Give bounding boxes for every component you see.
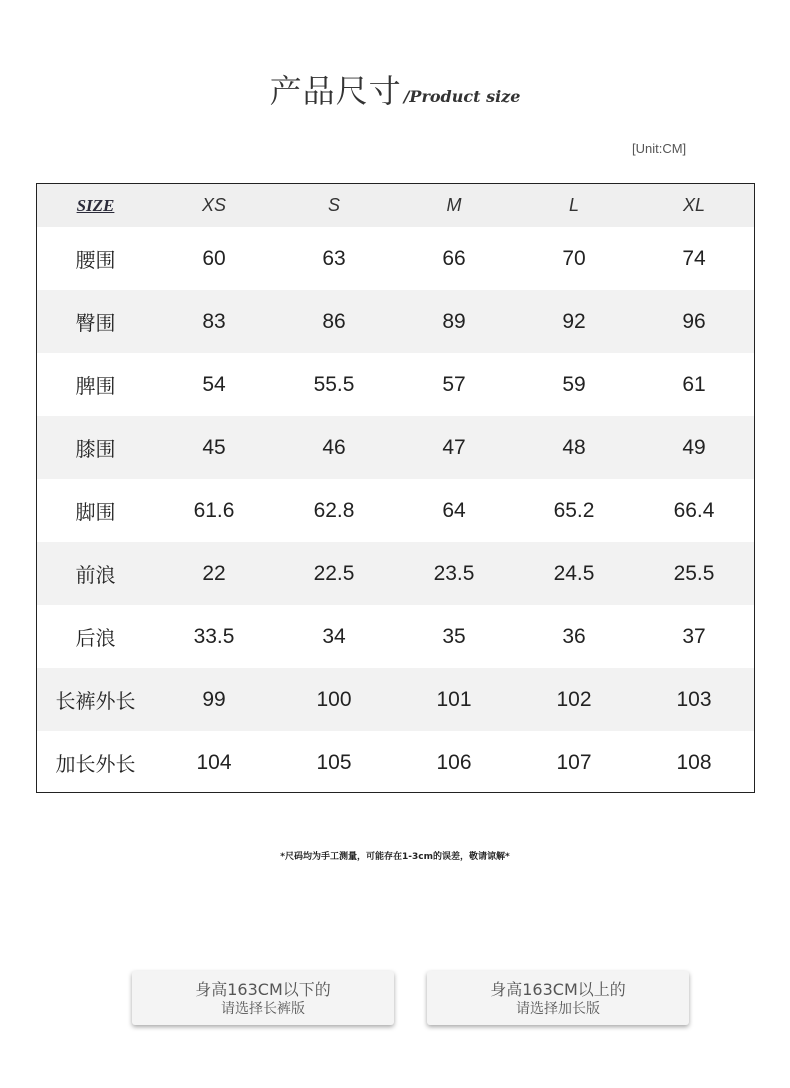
table-cell: 55.5 bbox=[313, 372, 355, 396]
table-cell: 62.8 bbox=[313, 498, 355, 522]
table-cell: 60 bbox=[202, 246, 226, 270]
regular-length-button[interactable] bbox=[132, 971, 394, 1025]
button-line-2: 请选择长裤版 bbox=[221, 1001, 305, 1017]
table-cell: 36 bbox=[562, 624, 586, 648]
row-label: 膝围 bbox=[75, 437, 116, 461]
header-cell-size: SIZE bbox=[76, 195, 115, 215]
table-header-row bbox=[37, 184, 754, 227]
title-chinese: 产品尺寸 bbox=[269, 72, 402, 110]
table-cell: 34 bbox=[322, 624, 346, 648]
table-cell: 66 bbox=[442, 246, 466, 270]
unit-label: [Unit:CM] bbox=[632, 141, 687, 156]
table-cell: 48 bbox=[562, 435, 586, 459]
table-cell: 63 bbox=[322, 246, 346, 270]
table-cell: 49 bbox=[682, 435, 706, 459]
table-cell: 107 bbox=[556, 750, 592, 774]
table-row bbox=[37, 290, 754, 353]
table-cell: 92 bbox=[562, 309, 586, 333]
table-cell: 105 bbox=[316, 750, 352, 774]
table-cell: 104 bbox=[196, 750, 232, 774]
button-line-1: 身高163CM以上的 bbox=[490, 980, 626, 999]
table-cell: 65.2 bbox=[553, 498, 595, 522]
row-label: 脾围 bbox=[75, 374, 116, 398]
table-cell: 70 bbox=[562, 246, 586, 270]
table-cell: 103 bbox=[676, 687, 712, 711]
header-cell-xl: XL bbox=[682, 195, 706, 215]
table-cell: 37 bbox=[682, 624, 706, 648]
table-cell: 66.4 bbox=[673, 498, 715, 522]
table-cell: 22.5 bbox=[313, 561, 355, 585]
table-cell: 100 bbox=[316, 687, 352, 711]
table-row bbox=[37, 416, 754, 479]
table-cell: 33.5 bbox=[193, 624, 235, 648]
table-row bbox=[37, 605, 754, 668]
table-cell: 89 bbox=[442, 309, 466, 333]
row-label: 长裤外长 bbox=[55, 689, 136, 713]
table-cell: 47 bbox=[442, 435, 466, 459]
table-cell: 83 bbox=[202, 309, 226, 333]
header-cell-xs: XS bbox=[201, 195, 226, 215]
table-cell: 108 bbox=[676, 750, 712, 774]
size-table bbox=[36, 183, 755, 793]
table-cell: 61.6 bbox=[193, 498, 235, 522]
page-title bbox=[0, 66, 790, 112]
table-cell: 45 bbox=[202, 435, 226, 459]
row-label: 前浪 bbox=[75, 563, 116, 587]
table-row bbox=[37, 227, 754, 290]
table-row bbox=[37, 668, 754, 731]
header-cell-m: M bbox=[446, 195, 462, 215]
table-cell: 57 bbox=[442, 372, 466, 396]
table-cell: 35 bbox=[442, 624, 466, 648]
table-cell: 25.5 bbox=[673, 561, 715, 585]
extended-length-button[interactable] bbox=[427, 971, 689, 1025]
row-label: 后浪 bbox=[75, 626, 116, 650]
button-line-2: 请选择加长版 bbox=[516, 1001, 600, 1017]
table-cell: 99 bbox=[202, 687, 226, 711]
table-cell: 23.5 bbox=[433, 561, 475, 585]
table-cell: 64 bbox=[442, 498, 466, 522]
row-label: 腰围 bbox=[75, 248, 116, 272]
table-row bbox=[37, 542, 754, 605]
table-row bbox=[37, 353, 754, 416]
header-cell-s: S bbox=[327, 195, 340, 215]
table-cell: 102 bbox=[556, 687, 592, 711]
button-line-1: 身高163CM以下的 bbox=[195, 980, 331, 999]
row-label: 脚围 bbox=[75, 500, 116, 524]
table-cell: 46 bbox=[322, 435, 346, 459]
table-cell: 86 bbox=[322, 309, 346, 333]
table-cell: 61 bbox=[682, 372, 706, 396]
row-label: 臀围 bbox=[75, 311, 116, 335]
measurement-note: *尺码均为手工测量，可能存在1-3cm的误差，敬请谅解* bbox=[280, 852, 510, 862]
table-cell: 96 bbox=[682, 309, 706, 333]
table-row bbox=[37, 479, 754, 542]
row-label: 加长外长 bbox=[55, 752, 136, 776]
table-cell: 22 bbox=[202, 561, 226, 585]
table-cell: 101 bbox=[436, 687, 472, 711]
table-row bbox=[37, 731, 754, 794]
table-cell: 106 bbox=[436, 750, 472, 774]
header-cell-l: L bbox=[568, 195, 579, 215]
table-cell: 24.5 bbox=[553, 561, 595, 585]
table-cell: 59 bbox=[562, 372, 586, 396]
table-cell: 54 bbox=[202, 372, 226, 396]
title-english: /Product size bbox=[403, 87, 521, 106]
table-cell: 74 bbox=[682, 246, 706, 270]
